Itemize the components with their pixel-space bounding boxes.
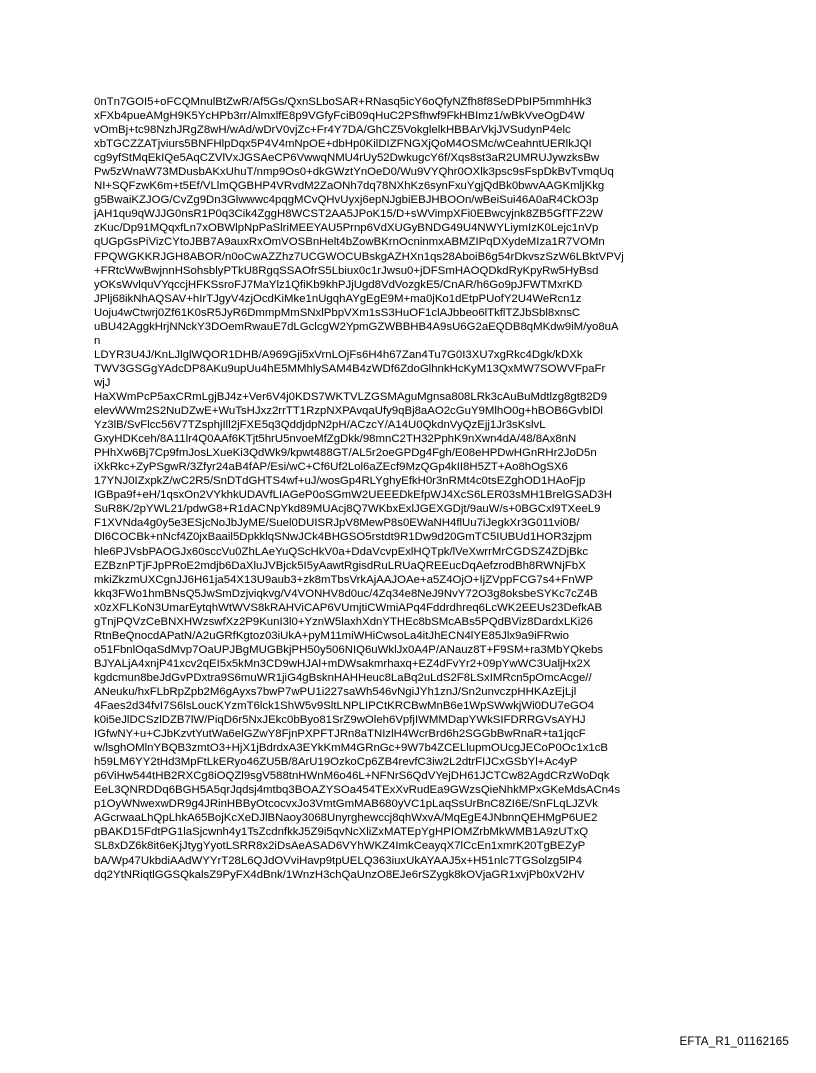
text-line: o51FbnlOqaSdMvp7OaUPJBgMUGBkjPH50y506NIQ6uWklJx0A4P/ANauz8T+F9SM+ra3MbYQkebs <box>94 643 604 656</box>
text-line: yOKsWvlquVYqccjHFKSsroFJ7MaYlz1QfiKb9khPJjUgd8VdVozgkE5/CnAR/h6Go9pJFWTMxrKD <box>94 278 583 291</box>
text-line: vOmBj+tc98NzhJRgZ8wH/wAd/wDrV0vjZc+Fr4Y7DA/GhCZ5VokglelkHBBArVkjJVSudynP4elc <box>94 124 571 137</box>
text-line: kgdcmun8beJdGvPDxtra9S6muWR1jiG4gBsknHAHHeuc8LaBq2uLdS2F8LSxIMRcn5pOmcAcge// <box>94 671 592 684</box>
text-line: F1XVNda4g0y5e3ESjcNoJbJyME/Suel0DUISRJpV8MewP8s0EWaNH4flUu7iJegkXr3G011vi0B/ <box>94 517 580 530</box>
text-line: dq2YtNRiqtlGGSQkalsZ9PyFX4dBnk/1WnzH3chQaUnzO8EJe6rSZygk8kOVjaGR1xvjPb0xV2HV <box>94 868 585 881</box>
text-line: BJYALjA4xnjP41xcv2qEI5x5kMn3CD9wHJAl+mDWsakmrhaxq+EZ4dFvYr2+09pYwWC3UaljHx2X <box>94 657 591 670</box>
text-line: 0nTn7GOI5+oFCQMnulBtZwR/Af5Gs/QxnSLboSAR+RNasq5icY6oQfyNZfh8f8SeDPbIP5mmhHk3 <box>94 96 592 108</box>
text-line: zKuc/Dp91MQqxfLn7xOBWlpNpPaSlriMEEYAU5Prnp6VdXUGyBNDG49U4NWYLiymIzK0Lejc1nVp <box>94 222 599 235</box>
text-line: Yz3lB/SvFlcc56V7TZsphjIll2jFXE5q3QddjdpN2pH/ACzcY/A14U0QkdnVyQzEjj1Jr3sKslvL <box>94 419 546 432</box>
text-line: +FRtcWwBwjnnHSohsblyPTkU8RgqSSAOfrS5Lbiux0c1rJwsu0+jDFSmHAOQDkdRyKpyRw5HyBsd <box>94 264 599 277</box>
text-line: 17YNJ0IZxpkZ/wC2R5/SnDTdGHTS4wf+uJ/wosGp4RLYghyEfkH0r3nRMt4c0tsEZghOD1HAoFjp <box>94 475 586 488</box>
text-line: jAH1qu9qWJJG0nsR1P0q3Cik4ZggH8WCST2AA5JPoK15/D+sWVimpXFi0EBwcyjnk8ZB5GfTFZ2W <box>94 208 604 221</box>
document-id-footer: EFTA_R1_01162165 <box>679 1036 789 1048</box>
text-line: xbTGCZZATjviurs5BNFHlpDqx5P4V4mNpOE+dbHp0KilDIZFNGXjQoM4OSMc/wCeahntUERlkJQI <box>94 138 592 151</box>
text-line: PHhXw6Bj7Cp9fmJosLXueKi3QdWk9/kpwt488GT/AL5r2oeGPDg4Fgh/E08eHPDwHGnRHr2JoD5n <box>94 447 597 460</box>
text-line: pBAKD15FdtPG1laSjcwnh4y1TsZcdnfkkJ5Z9i5qvNcXliZxMATEpYgHPIOMZrbMkWMB1A9zUTxQ <box>94 826 589 839</box>
text-line: mkiZkzmUXCgnJJ6H61ja54X13U9aub3+zk8mTbsVrkAjAAJOAe+a5Z4OjO+IjZVppFCG7s4+FnWP <box>94 573 594 586</box>
text-line: RtnBeQnocdAPatN/A2uGRfKgtoz03iUkA+pyM11miWHiCwsoLa4itJhECN4lYE85Jlx9a9iFRwio <box>94 629 569 642</box>
text-line: kkq3FWo1hmBNsQ5JwSmDzjviqkvg/V4VONHV8d0uc/4Zq34e8NeJ9NvY72O3g8oksbeSYKc7cZ4B <box>94 587 598 600</box>
text-line: p6ViHw544tHB2RXCg8iOQZl9sgV588tnHWnM6o46L+NFNrS6QdVYejDH61JCTCw82AgdCRzWoDqk <box>94 770 610 783</box>
text-line: EZBznPTjFJpPRoE2mdjb6DaXluJVBjck5I5yAawtRgisdRuLRUaQREEucDqAefzrodBh8RWNjFbX <box>94 559 586 572</box>
encoded-text-block <box>94 95 734 882</box>
text-line: k0i5eJlDCSzlDZB7lW/PiqD6r5NxJEkc0bByo81SrZ9wOleh6VpfjIWMMDapYWkSIFDRRGVsAYHJ <box>94 714 586 727</box>
text-line: Pw5zWnaW73MDusbAKxUhuT/nmp9Os0+dkGWztYnOeD0/Wu9VYQhr0OXlk3psc9sFspDkBvTvmqUq <box>94 166 614 179</box>
text-line: h59LM6YY2tHd3MpFtLkERyo46ZU5B/8ArU19OzkoCp6ZB4revfC3iw2L2dtrFIJCxGSbYl+Ac4yP <box>94 756 578 769</box>
text-line: ANeuku/hxFLbRpZpb2M6gAyxs7bwP7wPU1i227saWh546vNgiJYh1znJ/Sn2unvczpHHKAzEjLjl <box>94 685 577 698</box>
text-line: w/lsghOMlnYBQB3zmtO3+HjX1jBdrdxA3EYkKmM4GRnGc+9W7b4ZCELlupmOUcgJECoP0Oc1x1cB <box>94 742 609 755</box>
text-line: SL8xDZ6k8it6eKjJtygYyotLSRR8x2iDsAeASAD6VYhWKZ4ImkCeayqX7lCcEn1xmrK20TgBEZyP <box>94 840 586 853</box>
text-line: Dl6COCBk+nNcf4Z0jxBaail5DpkklqSNwJCk4BHGSO5rstdt9R1Dw9d20GmTC5IUBUd1HOR3zjpm <box>94 531 592 544</box>
text-line: TWV3GSGgYAdcDP8AKu9upUu4hE5MMhlySAM4B4zWDf6ZdoGlhnkHcKyM13QxMW7SOWVFpaFr <box>94 362 606 375</box>
text-line: hle6PJVsbPAOGJx60sccVu0ZhLAeYuQScHkV0a+DdaVcvpExlHQTpk/lVeXwrrMrCGDSZ4ZDjBkc <box>94 545 589 558</box>
text-line: x0zXFLKoN3UmarEytqhWtWVS8kRAHViCAP6VUmjtiCWmiAPq4Fddrdhreq6LcWK2EEUs23DefkAB <box>94 601 603 614</box>
text-line: GxyHDKceh/8A11lr4Q0AAf6KTjt5hrU5nvoeMfZgDkk/98mnC2TH32PphK9nXwn4dA/48/8Ax8nN <box>94 433 577 446</box>
text-line: wjJ <box>94 376 111 389</box>
text-line: AGcrwaaLhQpLhkA65BojKcXeDJlBNaoy3068Unyrghewccj8qhWxvA/MqEgE4JNbnnQEHMgP6UE2 <box>94 812 598 825</box>
text-line: uBU42AggkHrjNNckY3DOemRwauE7dLGclcgW2YpmGZWBBHB4A9sU6G2aEQDB8qMKdw9iM/yo8uA <box>94 320 619 333</box>
text-line: LDYR3U4J/KnLJlglWQOR1DHB/A969Gji5xVrnLOjFs6H4h67Zan4Tu7G0I3XU7xgRkc4Dgk/kDXk <box>94 348 583 361</box>
text-line: 4Faes2d34fvI7S6lsLoucKYzmT6lck1ShW5v9SltLNPLIPCtKRCBwMnB6e1WpSWwkjWi0DU7eGO4 <box>94 700 595 713</box>
text-line: IGfwNY+u+CJbKzvtYutWa6elGZwY8FjnPXPFTJRn8aTNIzlH4WcrBrd6h2SGGbBwRnaR+ta1jqcF <box>94 728 586 741</box>
text-line: bA/Wp47UkbdiAAdWYYrT28L6QJdOVviHavp9tpUELQ363iuxUkAYAAJ5x+H51nlc7TGSolzg5lP4 <box>94 854 583 867</box>
text-line: SuR8K/2pYWL21/pdwG8+R1dACNpYkd89MUAcj8Q7WKbxExlJGEXGDjt/9auW/s+0BGCxl9TXeeL9 <box>94 503 601 516</box>
text-line: Uoju4wCtwrj0Zf61K0sR5JyR6DmmpMmSNxlPbpVXm1sS3HuOF1clAJbbeo6lTkflTZJbSbl8xnsC <box>94 306 581 319</box>
text-line: p1OyWNwexwDR9g4JRinHBByOtcocvxJo3VmtGmMAB680yVC1pLaqSsUrBnC8ZI6E/SnFLqLJZVk <box>94 798 598 811</box>
text-line: iXkRkc+ZyPSgwR/3Zfyr24aB4fAP/Esi/wC+Cf6Uf2Lol6aZEcf9MzQGp4kII8H5ZT+Ao8hOgSX6 <box>94 461 568 474</box>
text-line: cg9yfStMqEkIQe5AqCZVlVxJGSAeCP6VwwqNMU4rUy52DwkugcY6f/Xqs8st3aR2UMRUJywzksBw <box>94 152 600 165</box>
text-line: IGBpa9f+eH/1qsxOn2VYkhkUDAVfLIAGeP0oSGmW2UEEEDkEfpWJ4XcS6LER03sMH1BrelGSAD3H <box>94 489 612 502</box>
text-line: EeL3QNRDDq6BGH5A5qrJqdsj4mtbq3BOAZYSOa454TExXvRudEa9GWzsQieNhkMPxGKeMdsACn4s <box>94 784 621 797</box>
text-line: xFXb4pueAMgH9K5YcHPb3rr/AlmxlfE8p9VGfyFciB09qHuC2PSfhwf9FkHBImz1/wBkVveOgD4W <box>94 110 585 123</box>
text-line: g5BwaiKZJOG/CvZg9Dn3Glwwwc4pqgMCvQHvUyxj6epNJgbiEBJHBOOn/wBeiSui46A0aR4CkO3p <box>94 194 599 207</box>
text-line: elevWWm2S2NuDZwE+WuTsHJxz2rrTT1RzpNXPAvqaUfy9qBj8aAO2cGuY9MlhO0g+hBOB6GvbIDl <box>94 405 603 418</box>
text-line: n <box>94 334 101 347</box>
text-line: NI+SQFzwK6m+t5Ef/VLlmQGBHP4VRvdM2ZaONh7dq78NXhKz6synFxuYgjQdBk0bwvAAGKmljKkg <box>94 180 605 193</box>
text-line: HaXWmPcP5axCRmLgjBJ4z+Ver6V4j0KDS7WKTVLZGSMAguMgnsa808LRk3cAuBuMdtlzg8gt82D9 <box>94 390 608 403</box>
text-line: JPlj68ikNhAQSAV+hIrTJgyV4zjOcdKiMke1nUgqhAYgEgE9M+ma0jKo1dEtpPUofY2U4WeRcn1z <box>94 292 582 305</box>
text-line: FPQWGKKRJGH8ABOR/n0oCwAZZhz7UCGWOCUBskgAZHXn1qs28AboiB6g54rDkvszSzW6LBktVPVj <box>94 250 624 263</box>
text-line: gTnjPQVzCeBNXHWzswfXz2P9KunI3l0+YznW5laxhXdnYTHEc8bSMcABs5PQdBViz8DardxLKi26 <box>94 615 593 628</box>
text-line: qUGpGsPiVizCYtoJBB7A9auxRxOmVOSBnHelt4bZowBKrnOcninmxABMZIPqDXydeMIza1R7VOMn <box>94 236 605 249</box>
